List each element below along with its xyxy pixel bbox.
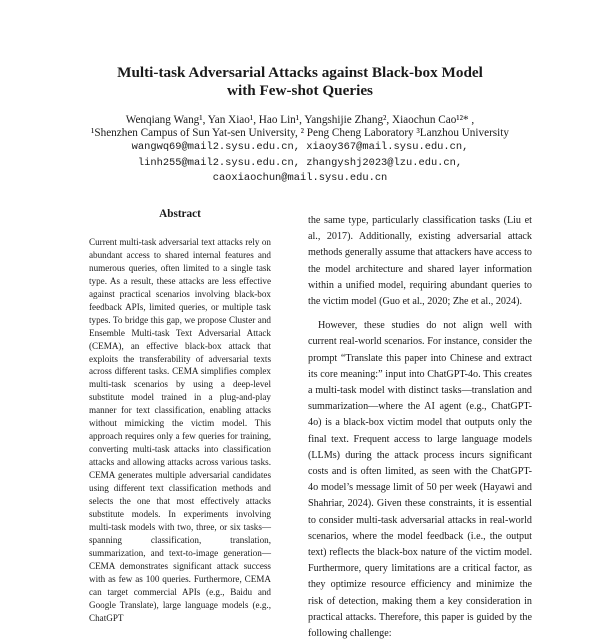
paper-title	[0, 64, 600, 99]
abstract-heading: Abstract	[159, 208, 201, 220]
author-block	[0, 114, 600, 140]
email-line-1: wangwq69@mail2.sysu.edu.cn, xiaoy367@mail.sysu.edu.cn,	[131, 141, 469, 153]
paper-title-line-1: Multi-task Adversarial Attacks against Black-box Model	[117, 64, 483, 81]
body-paragraph-1: the same type, particularly classification tasks (Liu et al., 2017). Additionally, existing adversarial attack methods generally assume that attackers have access to the model architecture and shared layer information within a unified model, requiring abundant queries to the victim model (Guo et al., 2020; Zhe et al., 2024).	[308, 215, 532, 308]
author-affiliations: ¹Shenzhen Campus of Sun Yat-sen University, ² Peng Cheng Laboratory ³Lanzhou University	[91, 127, 509, 139]
author-names: Wenqiang Wang¹, Yan Xiao¹, Hao Lin¹, Yangshijie Zhang², Xiaochun Cao¹²* ,	[125, 114, 475, 126]
body-paragraph-2: However, these studies do not align well with current real-world scenarios. For instance, consider the prompt “Translate this paper into Chinese and extract its core meaning:” input into ChatGPT-4o. This creates a multi-task model with distinct tasks—translation and summarization—where the AI agent (e.g., ChatGPT-4o) is a black-box victim model that outputs only the final text. Frequent access to large language models (LLMs) during the attack process incurs significant costs and is often limited, as seen with the ChatGPT-4o model’s message limit of 50 per week (Hayawi and Shahriar, 2024). Given these constraints, it is essential to consider multi-task adversarial attacks in real-world scenarios, where the model feedback (i.e., the output text) reflects the black-box nature of the victim model. Furthermore, query limitations are a critical factor, as they optimize resource efficiency and minimize the risk of detection, making them a key consideration in practical attacks. Therefore, this paper is guided by the following challenge:	[308, 320, 532, 640]
abstract-text: Current multi-task adversarial text attacks rely on abundant access to shared internal features and numerous queries, often limited to a single task type. As a result, these attacks are less effective against practical scenarios involving black-box feedback APIs, limited queries, or multiple task types. To bridge this gap, we propose Cluster and Ensemble Multi-task Text Adversarial Attack (CEMA), an effective black-box attack that exploits the transferability of adversarial texts across different tasks. CEMA simplifies complex multi-task scenarios by using a deep-level substitute model trained in a plug-and-play manner for text classification, enabling attacks without mimicking the victim model. This approach requires only a few queries for training, converting multi-task attacks into classification attacks and allowing attacks across various tasks. CEMA generates multiple adversarial candidates using different text classification methods and selects the one that most effectively attacks substitute models. In experiments involving multi-task models with two, three, or six tasks—spanning classification, translation, summarization, and text-to-image generation—CEMA demonstrates significant attack success with as few as 100 queries. Furthermore, CEMA can target commercial APIs (e.g., Baidu and Google Translate), large language models (e.g., ChatGPT	[89, 236, 271, 623]
abstract-column	[89, 208, 271, 625]
email-line-3: caoxiaochun@mail.sysu.edu.cn	[212, 172, 388, 184]
body-column-right	[308, 213, 532, 642]
author-emails	[0, 140, 600, 187]
email-line-2: linh255@mail2.sysu.edu.cn, zhangyshj2023@lzu.edu.cn,	[137, 156, 463, 169]
paper-title-line-2: with Few-shot Queries	[227, 81, 373, 99]
